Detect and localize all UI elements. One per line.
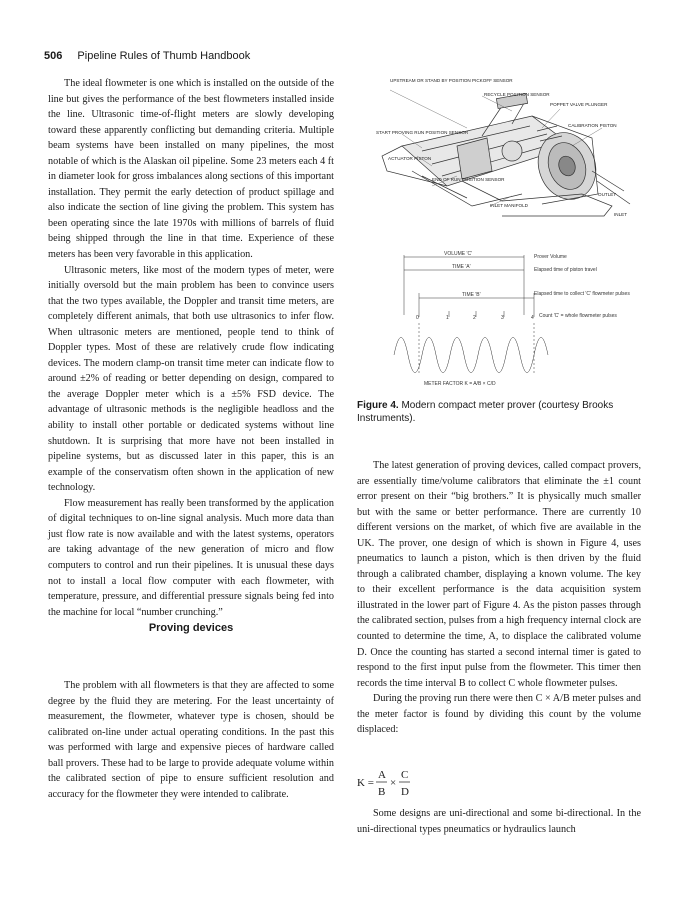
meter-factor-label: METER FACTOR K = A/B × C/D — [424, 381, 496, 387]
label-time-b: TIME 'B' — [462, 292, 481, 298]
label-inlet-manifold: INLET MANIFOLD — [490, 203, 528, 208]
label-time-a: TIME 'A' — [452, 264, 471, 270]
label-end-of-run: END OF RUN POSITION SENSOR — [432, 177, 505, 182]
paragraph: Ultrasonic meters, like most of the modern types of meter, were initially oversold but the main problem has been to convince users that the two types available, the Doppler and transit time meters, are completely different animals, that both use ultrasonics to infer flow. When ultrasonic meters are mentioned, people tend to think of Doppler types. Most of these are relatively crude flow indicating devices. The modern clamp-on transit time meter can indicate flow to around ±2% of reading or better depending on design, compared to the average Doppler meter which is a ±5% FSD device. The advantage of ultrasonic methods is the negligible headloss and the ability to install other portable or dedicated systems without line shutdown. It is surprising that more have not been installed in pipeline systems, but as discussed later in this paper, this is an example of the conservatism often shown in the application of new technology. — [48, 264, 334, 494]
eq-num2: C — [401, 769, 409, 781]
caption-text: Modern compact meter prover (courtesy Brooks Instruments). — [357, 400, 614, 424]
label-count-c: Count 'C' = whole flowmeter pulses — [539, 313, 617, 319]
eq-num1: A — [378, 769, 386, 781]
eq-den2: D — [401, 786, 409, 798]
label-upstream: UPSTREAM OR STAND BY POSITION PICKOFF SENSOR — [390, 78, 513, 83]
label-elapsed-a: Elapsed time of piston travel — [534, 267, 597, 273]
label-calibration: CALIBRATION PISTON — [568, 123, 617, 128]
running-header — [44, 50, 250, 62]
label-actuator: ACTUATOR PISTON — [388, 156, 432, 161]
eq-den1: B — [378, 786, 386, 798]
paragraph: The latest generation of proving devices, called compact provers, are essentially time/volume calibrators that eliminate the ±1 count error present on their “big brothers.” It is physically much smaller but with the same or better performance. There are currently 10 different versions on the market, of which five are available in the UK. The prover, one design of which is shown in Figure 4, uses pneumatics to launch a piston, which is then driven by the fluid through a calibrated chamber, displaying a known volume. The key to their excellent performance is the data acquisition system illustrated in the lower part of Figure 4. As the piston passes through the calibrated section, pulses from a high frequency internal clock are counted to determine the time, A, to displace the calibrated volume D. Once the counting has started a second internal timer is gated to respond to the first input pulse from the flowmeter. This timer then records the time interval B to collect C whole flowmeter pulses. — [357, 460, 641, 689]
tick-label: 0 — [416, 315, 419, 321]
eq-op: × — [390, 777, 397, 789]
paragraph: The problem with all flowmeters is that they are affected to some degree by the fluid they are metering. For the least uncertainty of measurement, the flowmeter, whatever type is chosen, should be calibrated on-line under actual operating conditions. In the past this was performed with large and expensive pieces of hardware called ball provers. These had to be large to provide adequate volume within the calibrated section of pipe to ensure sufficient resolution and accuracy for the flowmeter they were intended to calibrate. — [48, 680, 334, 800]
section-heading: Proving devices — [148, 622, 234, 634]
timing-diagram — [384, 245, 654, 395]
label-prover-volume: Prover Volume — [534, 254, 567, 260]
label-outlet: OUTLET — [598, 192, 617, 197]
label-recycle: RECYCLE POSITION SENSOR — [484, 92, 550, 97]
label-inlet: INLET — [614, 212, 628, 217]
tick-label: 1 — [446, 315, 449, 321]
eq-lhs: K = — [357, 777, 374, 789]
figure-caption — [357, 400, 647, 425]
paragraph: Flow measurement has really been transformed by the application of digital techniques to on-line signal analysis. Much more data than just flow rate is now available and with the latest systems, operators are taking advantage of the new generation of micro and flow computers to control and run their pipelines. It is unusual these days not to install a local flow computer with each flowmeter, with temperature, pressure, and differential pressure signals being fed into the machine for local “number crunching.” — [48, 497, 334, 618]
label-volume-c: VOLUME 'C' — [444, 251, 473, 257]
tick-label: 2 — [473, 315, 476, 321]
book-title: Pipeline Rules of Thumb Handbook — [77, 50, 251, 62]
left-column-section — [48, 678, 334, 802]
right-column-closing — [357, 806, 641, 837]
right-column-body — [357, 458, 641, 738]
left-column-body — [48, 76, 334, 620]
caption-label: Figure 4. — [357, 400, 399, 411]
paragraph: Some designs are uni-directional and some bi-directional. In the uni-directional types pneumatics or hydraulics launch — [357, 808, 641, 835]
label-poppet: POPPET VALVE PLUNGER — [550, 102, 608, 107]
tick-label: 3 — [501, 315, 504, 321]
prover-illustration — [362, 76, 652, 238]
page-number: 506 — [44, 50, 63, 62]
paragraph: During the proving run there were then C × A/B meter pulses and the meter factor is found by dividing this count by the volume displaced: — [357, 693, 641, 736]
tick-label: 4 — [531, 315, 534, 321]
label-elapsed-b: Elapsed time to collect 'C' flowmeter pulses — [534, 291, 630, 297]
meter-factor-equation — [357, 762, 427, 802]
paragraph: The ideal flowmeter is one which is installed on the outside of the line but gives the performance of the best flowmeters installed inside the line. Ultrasonic time-of-flight meters are slowly developing toward these apparently conflicting but demanding criteria. Multiple beam systems have been installed on many pipelines, the most notable of which is the Alaskan oil pipeline. Some 23 meters each 4 ft in diameter look for gross imbalances along sections of this important installation. They permit the early detection of product spillage and also indicate the section of line giving the problem. This system has been operating since the late 1970s with millions of barrels of fluid being shipped through the line in that time. Experience of these meters has been very favorable in this application. — [48, 78, 334, 261]
label-start-proving: START PROVING RUN POSITION SENSOR — [376, 130, 469, 135]
